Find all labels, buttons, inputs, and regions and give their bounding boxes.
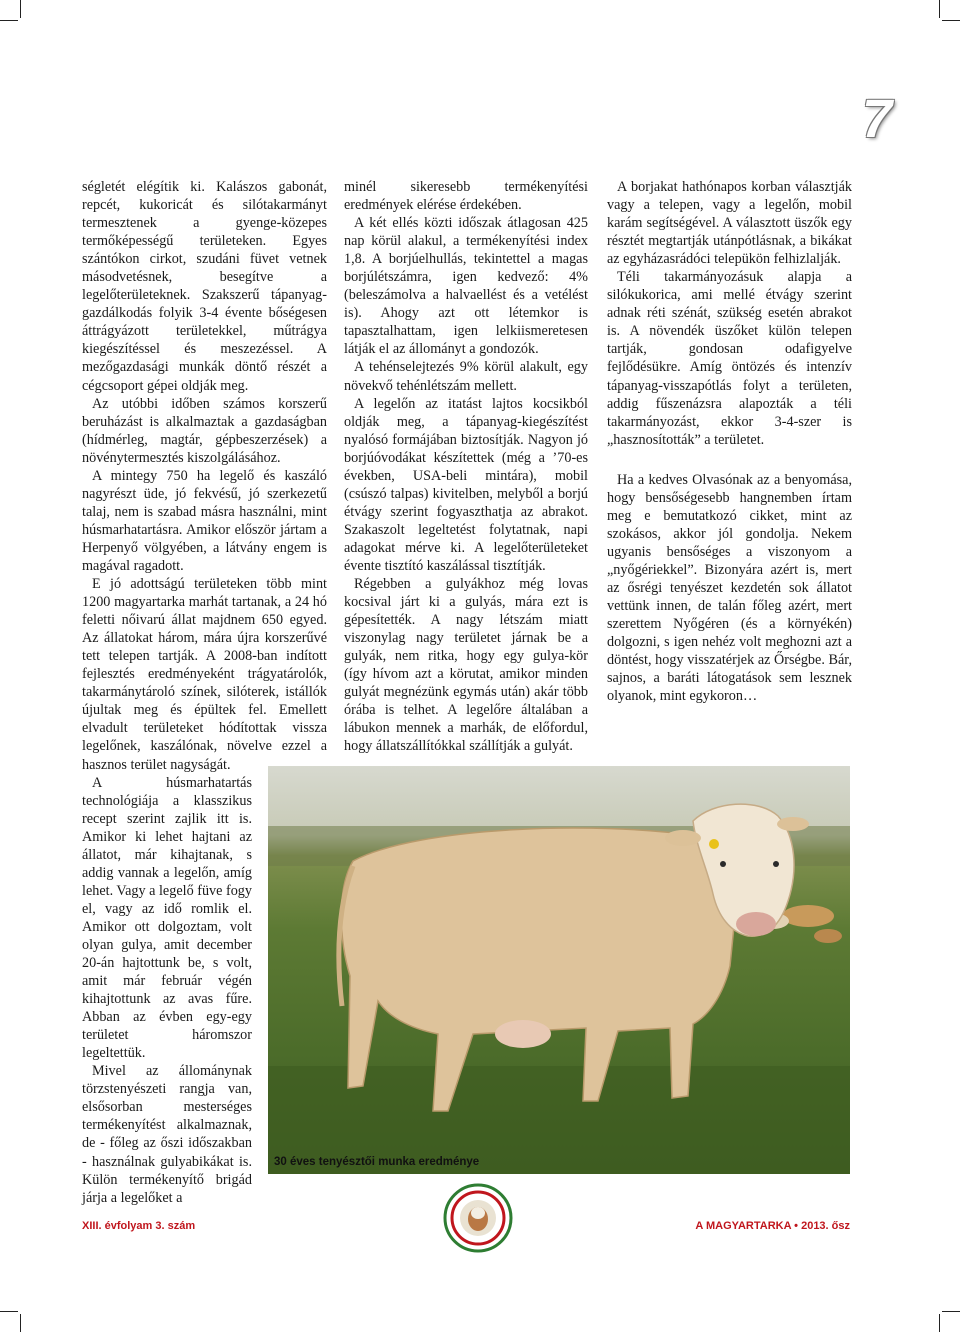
footer-issue: XIII. évfolyam 3. szám	[82, 1220, 196, 1232]
column-2	[344, 178, 588, 756]
crop-mark-top-left-v	[20, 0, 21, 18]
crop-mark-bottom-left-h	[0, 1311, 18, 1312]
crop-mark-bottom-left-v	[20, 1314, 21, 1332]
paragraph: A tehénselejtezés 9% körül alakult, egy növekvő tehénlétszám mellett.	[344, 359, 588, 394]
paragraph: minél sikeresebb termékenyítési eredmények elérése érdekében.	[344, 179, 588, 214]
crop-mark-top-right-v	[939, 0, 940, 18]
crop-mark-bottom-right-v	[939, 1314, 940, 1332]
paragraph: Régebben a gulyákhoz még lovas kocsival járt ki a gulyás, mára ezt is gépesítették. A nagy létszám miatt viszonylag nagy területet járnak be a gulyák, nem ritka, hogy egy gulya-kör (így hívom azt a körutat, amikor minden gulyát megnézünk egymás után) akár több órába is telhet. A legelőre általában a lábukon mennek a marhák, de előfordul, hogy állatszállítókkal szállítják a gulyát.	[344, 576, 588, 755]
crop-mark-bottom-right-h	[942, 1311, 960, 1312]
photo-caption: 30 éves tenyésztői munka eredménye	[274, 1156, 480, 1168]
paragraph: A két ellés közti időszak átlagosan 425 nap körül alakul, a termékenyítési index 1,8. A borjúelhullás, tekintettel a magas borjúlétszámra, igen kedvező: 4% (beleszámolva a halvaellést és a vetélést is). Ahogy azt ott létemkor is tapasztalhattam, igen lelkiismeretesen látják el az állományt a gondozók.	[344, 215, 588, 358]
paragraph: A húsmarhatartás technológiája a klasszikus recept szerint zajlik itt is. Amikor ki lehet hajtani az állatot, már kihajtanak, s addig vannak a legelőn, amíg lehet. Vagy a legelő füve fogy el, vagy az idő romlik el. Amikor ott dolgoztam, volt olyan gulya, amit december 20-án hajtottunk be, s volt, amit már február végén kihajtottunk az avas fűre. Abban az évben egy-egy területet háromszor legeltettük.	[82, 774, 252, 1062]
footer-magazine: A MAGYARTARKA • 2013. ősz	[695, 1220, 850, 1232]
paragraph: Az utóbbi időben számos korszerű beruházást is alkalmaztak a gazdaságban (hídmérleg, magtár, gépbeszerzések) a növénytermesztés kiszolgálásához.	[82, 395, 327, 466]
crop-mark-top-left-h	[0, 20, 18, 21]
paragraph: A borjakat hathónapos korban választják vagy a telepen, vagy a legelőn, mobil karám segítségével. A választott üszők egy résztét megtartják utánpótlásnak, a bikákat az egyházasrádóci telepükön felhizlalják.	[607, 179, 852, 268]
magazine-seal-logo	[443, 1183, 513, 1253]
page-number: 7	[862, 89, 893, 149]
cow-illustration	[268, 766, 850, 1174]
cow-photo	[268, 766, 850, 1174]
paragraph-gap	[607, 449, 852, 471]
paragraph: A mintegy 750 ha legelő és kaszáló nagyrészt üde, jó fekvésű, jó szerkezetű talaj, nem is szabad másra használni, mint húsmarhatartásra. Amikor először jártam a Herpenyő völgyében, a látvány engem is magával ragadott.	[82, 467, 327, 574]
paragraph: ségletét elégítik ki. Kalászos gabonát, repcét, kukoricát és silótakarmányt termesztenek a gyenge-közepes termőképességű területeken. Egyes szántókon cirkot, szudáni füvet vetnek másodvetésnek, besegítve a legelőterületeknek. Szakszerű tápanyag-gazdálkodás folyik 3-4 évente bőségesen áttrágyázott területekkel, műtrágya kiegészítéssel és meszezéssel. A mezőgazdasági munkák döntő részét a cégcsoport gépei oldják meg.	[82, 179, 327, 394]
paragraph: Mivel az állománynak törzstenyészeti rangja van, elsősorban mesterséges termékenyítést alkalmaznak, de - főleg az őszi időszakban - használnak gulyabikákat is. Külön termékenyítő brigád járja a legelőket a	[82, 1063, 252, 1206]
column-3	[607, 178, 852, 705]
paragraph: Téli takarmányozásuk alapja a silókukorica, ami mellé étvágy szerint adnak réti szénát, szükség esetén abrakot is. A növendék üszőket külön telepen tartják, gondosan odafigyelve fejlődésükre. Amíg öntözés és intenzív tápanyag-visszapótlás folyt a területen, addig fűszenázsra alapozták a téli takarmányozást, ekkor 3-4-szer is „hasznosították” a területet.	[607, 269, 852, 448]
paragraph: Ha a kedves Olvasónak az a benyomása, hogy bensőségesebb hangnemben írtam meg e bemutatkozó cikket, mint az szokásos, akkor jól gondolja. Nekem ugyanis bensőséges a viszonyom a „nyőgériekkel”. Bizonyára azért is, mert az ősrégi tenyészet kezdetén sok állatot vettünk innen, de talán főleg azért, mert szerettem Nyőgéren (és a környékén) dolgozni, s igen nehéz volt meghozni azt a döntést, hogy visszatérjek az Őrségbe. Bár, sajnos, a baráti látogatások sem lesznek olyanok, mint egykoron…	[607, 471, 852, 705]
paragraph: E jó adottságú területeken több mint 1200 magyartarka marhát tartanak, a 24 hó feletti nőivarú állat majdnem 650 egyed. Az állatokat három, mára újra korszerűvé tett telepen tartják. A 2008-ban indított fejlesztés eredményeként trágyatárolók, takarmánytároló színek, silóterek, istállók újultak meg és épültek fel. Emellett elvadult területeket hódítottak vissza legelőnek, kaszálónak, növelve ezzel a hasznos terület nagyságát.	[82, 576, 327, 773]
crop-mark-top-right-h	[942, 20, 960, 21]
paragraph: A legelőn az itatást lajtos kocsikból oldják meg, a tápanyag-kiegészítést nyalósó formájában biztosítják. Nagyon jó borjúóvodákat készítettek (még a ’70-es években, USA-beli mintára), mobil (csúszó talpas) kivitelben, melyből a borjú étvágy szerint fogyaszthatja az abrakot. Szakaszolt legeltetést folytatnak, napi adagokat mérve ki. A legelőterületeket évente tisztító kaszálással tisztítják.	[344, 395, 588, 574]
